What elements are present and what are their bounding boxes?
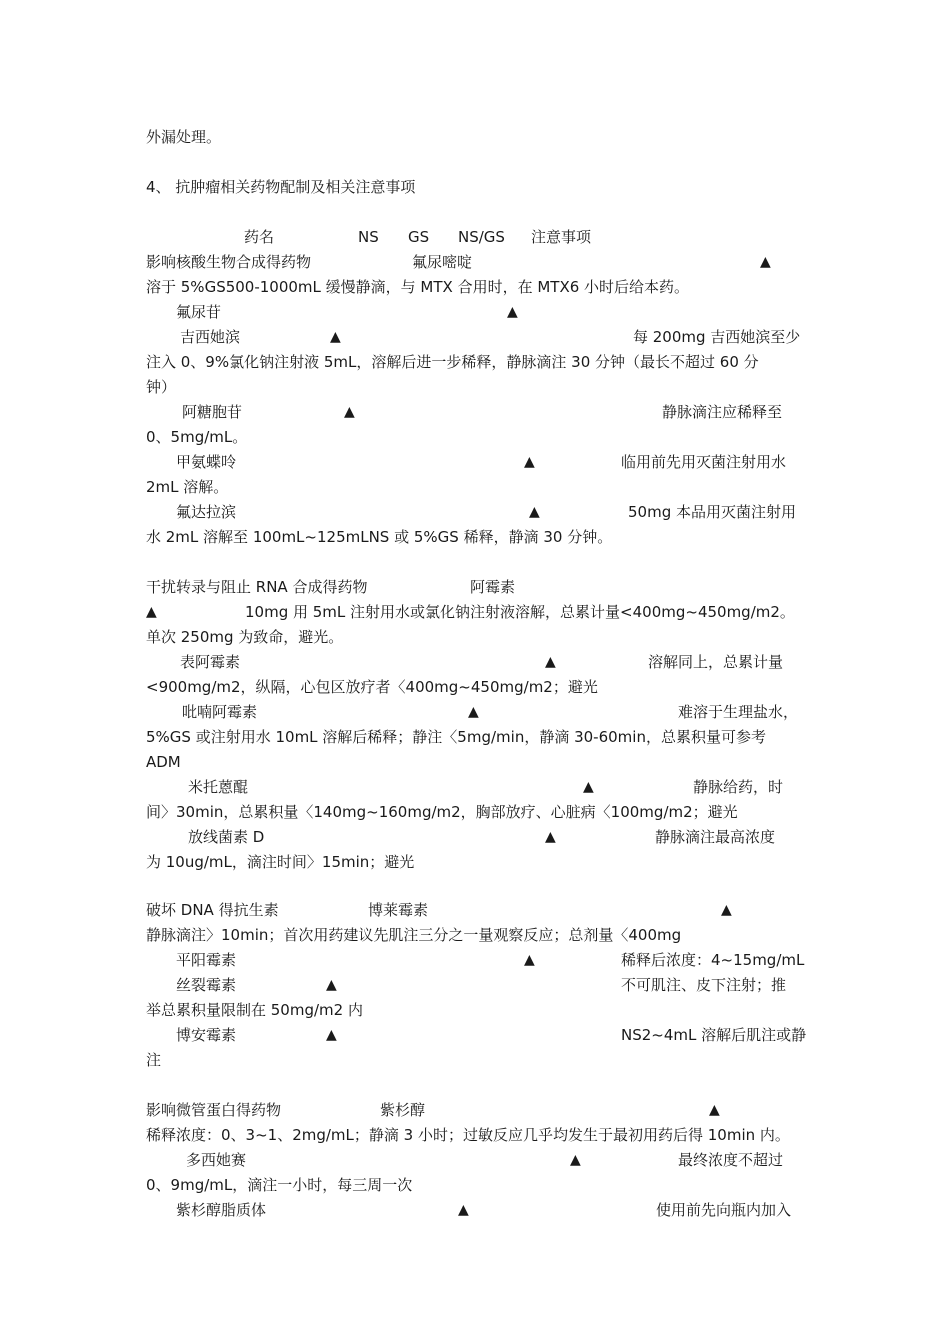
category-label: 影响微管蛋白得药物 bbox=[146, 1101, 282, 1119]
drug-name: 阿糖胞苷 bbox=[182, 403, 243, 421]
text-line: 注入 0、9%氯化钠注射液 5mL，溶解后进一步稀释，静脉滴注 30 分钟（最长不超过 60 分 bbox=[146, 353, 759, 371]
text-line: ADM bbox=[146, 753, 181, 771]
note-text: 最终浓度不超过 bbox=[678, 1151, 784, 1169]
header-drug-name: 药名 bbox=[244, 228, 275, 246]
header-ns-gs: NS/GS bbox=[458, 228, 505, 246]
text-line: 水 2mL 溶解至 100mL~125mLNS 或 5%GS 稀释，静滴 30 分钟。 bbox=[146, 528, 613, 546]
note-text: 每 200mg 吉西她滨至少 bbox=[633, 328, 801, 346]
note-text: 10mg 用 5mL 注射用水或氯化钠注射液溶解，总累计量<400mg~450mg/m2。 bbox=[245, 603, 795, 621]
triangle-marker: ▲ bbox=[524, 454, 535, 470]
drug-name: 多西她赛 bbox=[186, 1151, 247, 1169]
triangle-marker: ▲ bbox=[507, 304, 518, 320]
note-text: 静脉给药，时 bbox=[693, 778, 784, 796]
note-text: 溶解同上，总累计量 bbox=[648, 653, 784, 671]
header-notes: 注意事项 bbox=[531, 228, 592, 246]
note-text: 静脉滴注最高浓度 bbox=[655, 828, 776, 846]
drug-name: 吡喃阿霉素 bbox=[182, 703, 258, 721]
note-text: NS2~4mL 溶解后肌注或静 bbox=[621, 1026, 807, 1044]
drug-name: 博安霉素 bbox=[176, 1026, 237, 1044]
triangle-marker: ▲ bbox=[524, 952, 535, 968]
text-line: 举总累积量限制在 50mg/m2 内 bbox=[146, 1001, 363, 1019]
triangle-marker: ▲ bbox=[545, 654, 556, 670]
triangle-marker: ▲ bbox=[545, 829, 556, 845]
drug-name: 表阿霉素 bbox=[180, 653, 241, 671]
note-text: 50mg 本品用灭菌注射用 bbox=[628, 503, 796, 521]
triangle-marker: ▲ bbox=[468, 704, 479, 720]
text-line: 外漏处理。 bbox=[146, 128, 222, 146]
drug-name: 氟尿苷 bbox=[176, 303, 222, 321]
note-text: 不可肌注、皮下注射；推 bbox=[621, 976, 787, 994]
drug-name: 吉西她滨 bbox=[180, 328, 241, 346]
text-line: 5%GS 或注射用水 10mL 溶解后稀释；静注〈5mg/min，静滴 30-60min，总累积量可参考 bbox=[146, 728, 766, 746]
drug-name: 甲氨蝶呤 bbox=[176, 453, 237, 471]
category-label: 影响核酸生物合成得药物 bbox=[146, 253, 312, 271]
note-text: 难溶于生理盐水， bbox=[678, 703, 799, 721]
text-line: 静脉滴注〉10min；首次用药建议先肌注三分之一量观察反应；总剂量〈400mg bbox=[146, 926, 682, 944]
triangle-marker: ▲ bbox=[326, 977, 337, 993]
note-text: 静脉滴注应稀释至 bbox=[662, 403, 783, 421]
triangle-marker: ▲ bbox=[583, 779, 594, 795]
triangle-marker: ▲ bbox=[330, 329, 341, 345]
triangle-marker: ▲ bbox=[570, 1152, 581, 1168]
note-text: 使用前先向瓶内加入 bbox=[656, 1201, 792, 1219]
text-line: 0、9mg/mL，滴注一小时，每三周一次 bbox=[146, 1176, 413, 1194]
triangle-marker: ▲ bbox=[344, 404, 355, 420]
drug-name: 氟达拉滨 bbox=[176, 503, 237, 521]
drug-name: 紫杉醇 bbox=[380, 1101, 426, 1119]
triangle-marker: ▲ bbox=[458, 1202, 469, 1218]
drug-name: 丝裂霉素 bbox=[176, 976, 237, 994]
triangle-marker: ▲ bbox=[146, 604, 157, 620]
note-text: 稀释后浓度：4~15mg/mL bbox=[621, 951, 805, 969]
text-line: 间〉30min，总累积量〈140mg~160mg/m2，胸部放疗、心脏病〈100mg/m2；避光 bbox=[146, 803, 738, 821]
header-ns: NS bbox=[358, 228, 379, 246]
triangle-marker: ▲ bbox=[760, 254, 771, 270]
text-line: 钟） bbox=[146, 378, 177, 396]
note-text: 临用前先用灭菌注射用水 bbox=[621, 453, 787, 471]
triangle-marker: ▲ bbox=[529, 504, 540, 520]
text-line: 0、5mg/mL。 bbox=[146, 428, 248, 446]
drug-name: 紫杉醇脂质体 bbox=[176, 1201, 267, 1219]
text-line: 稀释浓度：0、3~1、2mg/mL；静滴 3 小时；过敏反应几乎均发生于最初用药后得 10min 内。 bbox=[146, 1126, 790, 1144]
text-line: 为 10ug/mL，滴注时间〉15min；避光 bbox=[146, 853, 415, 871]
category-label: 破坏 DNA 得抗生素 bbox=[146, 901, 279, 919]
text-line: 2mL 溶解。 bbox=[146, 478, 229, 496]
triangle-marker: ▲ bbox=[326, 1027, 337, 1043]
drug-name: 博莱霉素 bbox=[368, 901, 429, 919]
drug-name: 米托蒽醌 bbox=[188, 778, 249, 796]
text-line: 注 bbox=[146, 1051, 162, 1069]
drug-name: 放线菌素 D bbox=[188, 828, 265, 846]
text-line: 溶于 5%GS500-1000mL 缓慢静滴，与 MTX 合用时，在 MTX6 小时后给本药。 bbox=[146, 278, 690, 296]
drug-name: 平阳霉素 bbox=[176, 951, 237, 969]
triangle-marker: ▲ bbox=[709, 1102, 720, 1118]
drug-name: 阿霉素 bbox=[470, 578, 516, 596]
category-label: 干扰转录与阻止 RNA 合成得药物 bbox=[146, 578, 368, 596]
triangle-marker: ▲ bbox=[721, 902, 732, 918]
section-heading: 4、 抗肿瘤相关药物配制及相关注意事项 bbox=[146, 178, 416, 196]
text-line: <900mg/m2，纵隔，心包区放疗者〈400mg~450mg/m2；避光 bbox=[146, 678, 598, 696]
drug-name: 氟尿嘧啶 bbox=[412, 253, 473, 271]
text-line: 单次 250mg 为致命，避光。 bbox=[146, 628, 344, 646]
header-gs: GS bbox=[408, 228, 430, 246]
